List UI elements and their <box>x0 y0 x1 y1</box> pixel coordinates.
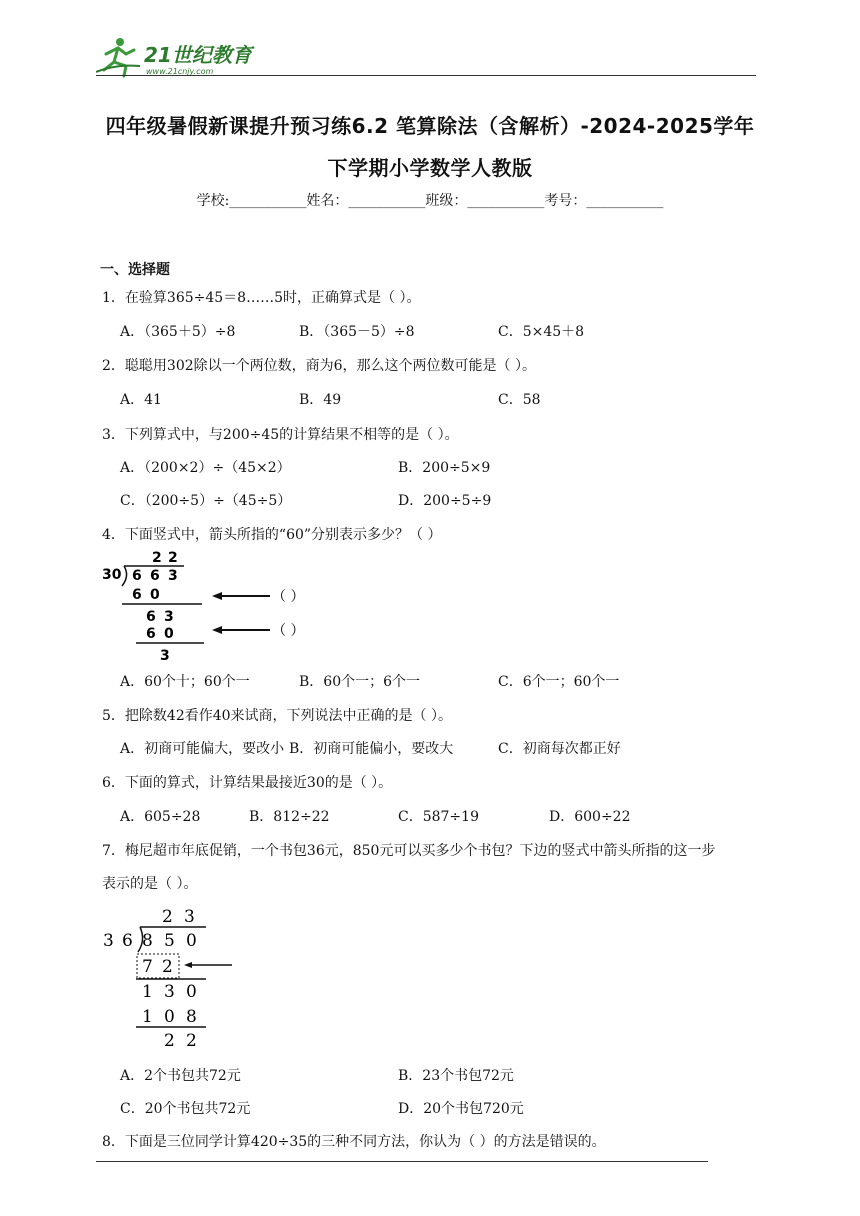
question-7-stem-line-2: 表示的是（ ）。 <box>102 876 198 892</box>
q4-step1-digit: 6 <box>132 587 142 603</box>
logo-url: www.21cnjy.com <box>146 67 214 76</box>
arrow-icon <box>212 626 270 634</box>
question-6-stem: 6．下面的算式，计算结果最接近30的是（ ）。 <box>102 775 393 791</box>
q4-option-a[interactable]: A．60个十；60个一 <box>120 674 250 690</box>
q4-step2-digit: 6 <box>146 626 156 642</box>
q7-dividend-digit: 5 <box>164 931 175 951</box>
question-8-stem: 8．下面是三位同学计算420÷35的三种不同方法，你认为（ ）的方法是错误的。 <box>102 1134 606 1150</box>
q7-step1-digit: 2 <box>162 957 173 977</box>
q7-step2-digit: 0 <box>164 1007 175 1027</box>
q4-rem1-digit: 3 <box>164 609 174 625</box>
q6-option-d[interactable]: D．600÷22 <box>549 809 631 825</box>
q7-quotient-digit: 2 <box>162 907 173 927</box>
q4-quotient-digit: 2 <box>168 550 178 566</box>
q4-long-division-figure <box>100 548 350 664</box>
q4-dividend-digit: 6 <box>132 568 142 584</box>
q7-quotient-digit: 3 <box>184 907 195 927</box>
q1-option-a[interactable]: A．（365＋5）÷8 <box>120 324 236 340</box>
question-4-stem: 4．下面竖式中，箭头所指的“60”分别表示多少？（ ） <box>102 527 442 543</box>
q7-rem1-digit: 0 <box>186 982 197 1002</box>
q7-option-a[interactable]: A．2个书包共72元 <box>120 1068 241 1084</box>
q4-dividend-digit: 3 <box>168 568 178 584</box>
q3-option-a[interactable]: A．（200×2）÷（45×2） <box>120 460 291 476</box>
question-2-stem: 2．聪聪用302除以一个两位数，商为6，那么这个两位数可能是（ ）。 <box>102 358 536 374</box>
student-info-line: 学校:___________姓名：___________班级：___________考号：___________ <box>196 193 664 209</box>
q7-step2-digit: 8 <box>186 1007 197 1027</box>
question-1-stem: 1．在验算365÷45＝8……5时，正确算式是（ ）。 <box>102 290 421 306</box>
q4-divisor: 30 <box>102 567 122 583</box>
q3-option-b[interactable]: B．200÷5×9 <box>398 460 491 476</box>
q3-option-d[interactable]: D．200÷5÷9 <box>398 493 492 509</box>
question-5-stem: 5．把除数42看作40来试商，下列说法中正确的是（ ）。 <box>102 708 452 724</box>
question-3-stem: 3．下列算式中，与200÷45的计算结果不相等的是（ ）。 <box>102 427 459 443</box>
q7-dividend-digit: 0 <box>186 931 197 951</box>
q7-step1-digit: 7 <box>142 957 153 977</box>
q7-long-division-figure <box>100 900 250 1052</box>
q6-option-b[interactable]: B．812÷22 <box>249 809 330 825</box>
runner-icon <box>96 38 140 76</box>
q4-step2-digit: 0 <box>164 626 174 642</box>
q7-option-d[interactable]: D．20个书包720元 <box>398 1101 524 1117</box>
q4-rem2: 3 <box>160 648 170 664</box>
q7-rem1-digit: 3 <box>164 982 175 1002</box>
q7-step2-digit: 1 <box>142 1007 153 1027</box>
q1-option-c[interactable]: C．5×45＋8 <box>498 324 585 340</box>
q5-option-c[interactable]: C．初商每次都正好 <box>498 741 621 757</box>
question-7-stem-line-1: 7．梅尼超市年底促销，一个书包36元，850元可以买多少个书包？下边的竖式中箭头所指的这一步 <box>102 843 716 859</box>
header-rule <box>96 75 756 76</box>
logo-text: 21世纪教育 <box>144 43 252 67</box>
q4-answer-blank: （ ） <box>272 623 305 639</box>
q4-option-b[interactable]: B．60个一；6个一 <box>299 674 421 690</box>
q6-option-c[interactable]: C．587÷19 <box>398 809 479 825</box>
q4-option-c[interactable]: C．6个一；60个一 <box>498 674 620 690</box>
q2-option-c[interactable]: C．58 <box>498 392 541 408</box>
q4-dividend-digit: 6 <box>150 568 160 584</box>
q7-option-c[interactable]: C．20个书包共72元 <box>120 1101 251 1117</box>
q4-quotient-digit: 2 <box>152 550 162 566</box>
footer-rule <box>96 1161 708 1162</box>
q7-rem1-digit: 1 <box>142 982 153 1002</box>
arrow-icon <box>212 592 270 600</box>
q5-option-b[interactable]: B．初商可能偏小，要改大 <box>289 741 454 757</box>
q6-option-a[interactable]: A．605÷28 <box>120 809 201 825</box>
q7-divisor-digit: 6 <box>122 931 133 951</box>
q2-option-b[interactable]: B．49 <box>299 392 342 408</box>
q1-option-b[interactable]: B．（365－5）÷8 <box>299 324 415 340</box>
q4-rem1-digit: 6 <box>146 609 156 625</box>
section-heading: 一、选择题 <box>100 262 170 278</box>
title-line-1: 四年级暑假新课提升预习练6.2 笔算除法（含解析）-2024-2025学年 <box>105 114 755 138</box>
title-line-2: 下学期小学数学人教版 <box>327 156 533 180</box>
q7-dividend-digit: 8 <box>142 931 153 951</box>
arrow-icon <box>184 962 232 968</box>
q7-option-b[interactable]: B．23个书包72元 <box>398 1068 514 1084</box>
q2-option-a[interactable]: A．41 <box>120 392 162 408</box>
q7-rem2-digit: 2 <box>186 1031 197 1051</box>
logo <box>96 36 266 80</box>
q7-rem2-digit: 2 <box>164 1031 175 1051</box>
q3-option-c[interactable]: C．（200÷5）÷（45÷5） <box>120 493 292 509</box>
q4-answer-blank: （ ） <box>272 589 305 605</box>
q5-option-a[interactable]: A．初商可能偏大，要改小 <box>120 741 285 757</box>
q7-divisor-digit: 3 <box>103 931 114 951</box>
q4-step1-digit: 0 <box>150 587 160 603</box>
